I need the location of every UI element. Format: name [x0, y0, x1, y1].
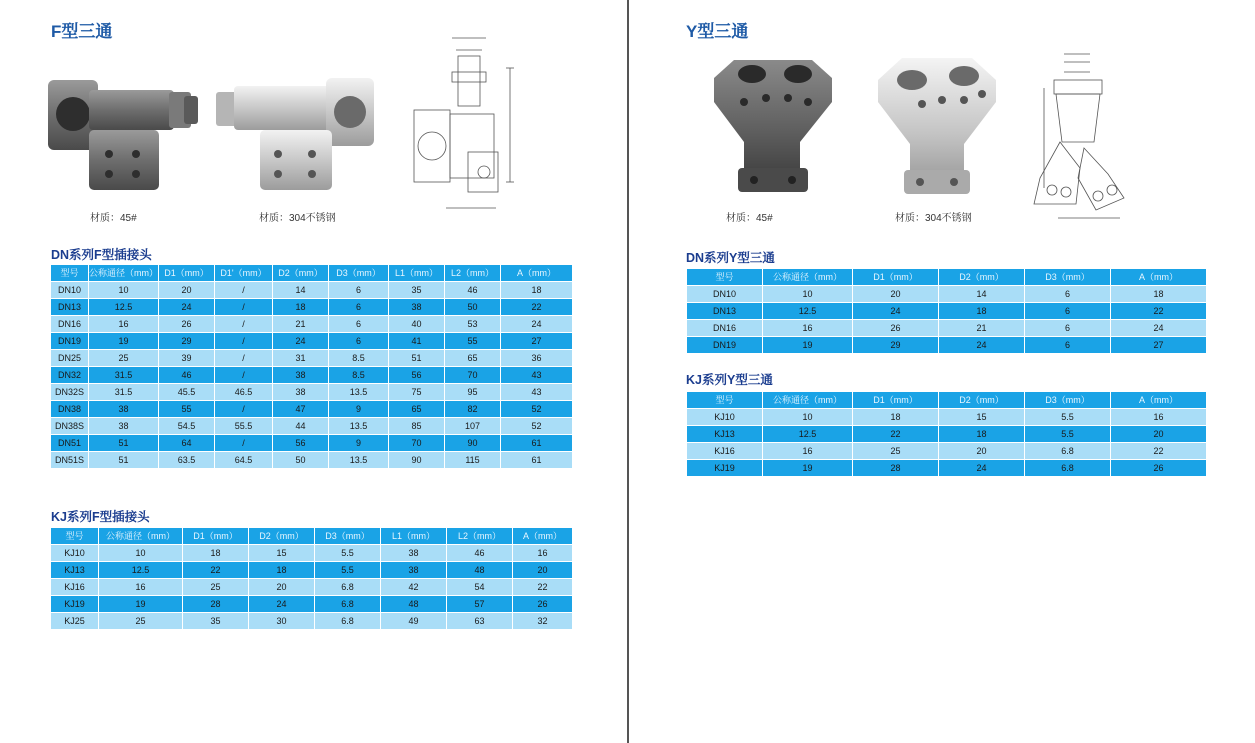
- table-cell: 38: [89, 418, 159, 435]
- table-cell: 12.5: [763, 303, 853, 320]
- table-cell: 56: [273, 435, 329, 452]
- table-cell: 22: [1111, 303, 1207, 320]
- f-tee-stainless-photo: [208, 72, 380, 197]
- f-tee-technical-drawing: [406, 32, 518, 220]
- table-cell: 24: [273, 333, 329, 350]
- column-header: L1（mm）: [381, 528, 447, 545]
- table-cell: 107: [445, 418, 501, 435]
- table-cell: 38: [89, 401, 159, 418]
- table-cell: 48: [447, 562, 513, 579]
- table-cell: 6: [1025, 320, 1111, 337]
- column-header: D1（mm）: [853, 269, 939, 286]
- table-cell: 55: [159, 401, 215, 418]
- table-cell: KJ16: [51, 579, 99, 596]
- f-tee-carbon-caption: 材质：45#: [90, 213, 137, 224]
- table-row: [51, 545, 573, 562]
- table-cell: 48: [381, 596, 447, 613]
- kj-f-table-title: KJ系列F型插接头: [51, 510, 150, 524]
- table-cell: KJ25: [51, 613, 99, 630]
- table-cell: 16: [763, 443, 853, 460]
- column-header: L2（mm）: [445, 265, 501, 282]
- table-cell: 10: [763, 286, 853, 303]
- table-cell: 22: [1111, 443, 1207, 460]
- table-cell: 10: [99, 545, 183, 562]
- table-row: [51, 401, 573, 418]
- column-header: 型号: [687, 392, 763, 409]
- column-header: 型号: [51, 528, 99, 545]
- table-cell: /: [215, 435, 273, 452]
- table-cell: 20: [159, 282, 215, 299]
- table-cell: 6: [329, 333, 389, 350]
- table-cell: DN16: [687, 320, 763, 337]
- table-row: [687, 426, 1207, 443]
- column-header: L1（mm）: [389, 265, 445, 282]
- table-cell: 6: [1025, 286, 1111, 303]
- table-row: [687, 460, 1207, 477]
- table-cell: 10: [89, 282, 159, 299]
- table-cell: 25: [99, 613, 183, 630]
- table-cell: 40: [389, 316, 445, 333]
- table-row: [687, 337, 1207, 354]
- table-row: [51, 596, 573, 613]
- table-cell: 5.5: [315, 562, 381, 579]
- kj-f-spec-table: [50, 527, 573, 630]
- table-cell: 20: [249, 579, 315, 596]
- table-row: [51, 452, 573, 469]
- table-row: [51, 613, 573, 630]
- table-row: [687, 443, 1207, 460]
- table-cell: /: [215, 316, 273, 333]
- table-cell: 18: [1111, 286, 1207, 303]
- table-cell: 26: [1111, 460, 1207, 477]
- table-cell: DN38S: [51, 418, 89, 435]
- column-header: 型号: [51, 265, 89, 282]
- y-tee-stainless-photo: [872, 50, 1002, 200]
- table-cell: KJ13: [51, 562, 99, 579]
- table-cell: 12.5: [89, 299, 159, 316]
- table-row: [687, 303, 1207, 320]
- table-cell: 25: [89, 350, 159, 367]
- table-cell: KJ16: [687, 443, 763, 460]
- table-row: [687, 409, 1207, 426]
- table-cell: DN13: [687, 303, 763, 320]
- table-cell: 31.5: [89, 384, 159, 401]
- table-cell: 25: [853, 443, 939, 460]
- table-cell: 24: [249, 596, 315, 613]
- column-header: A（mm）: [501, 265, 573, 282]
- table-cell: 38: [381, 545, 447, 562]
- table-row: [687, 286, 1207, 303]
- table-cell: 56: [389, 367, 445, 384]
- table-cell: 22: [501, 299, 573, 316]
- table-cell: 38: [273, 367, 329, 384]
- f-tee-stainless-caption: 材质：304不锈钢: [259, 213, 336, 224]
- table-cell: 38: [273, 384, 329, 401]
- table-cell: 10: [763, 409, 853, 426]
- table-cell: 6: [1025, 337, 1111, 354]
- table-cell: 15: [939, 409, 1025, 426]
- column-header: D1'（mm）: [215, 265, 273, 282]
- table-cell: 30: [249, 613, 315, 630]
- table-cell: 46.5: [215, 384, 273, 401]
- table-cell: 24: [159, 299, 215, 316]
- table-cell: 85: [389, 418, 445, 435]
- table-cell: 55: [445, 333, 501, 350]
- column-header: D3（mm）: [315, 528, 381, 545]
- kj-y-spec-table: [686, 391, 1207, 477]
- table-cell: 22: [183, 562, 249, 579]
- y-tee-title: Y型三通: [686, 22, 749, 41]
- table-cell: /: [215, 401, 273, 418]
- table-cell: 39: [159, 350, 215, 367]
- dn-f-table-title: DN系列F型插接头: [51, 248, 152, 262]
- column-header: D3（mm）: [329, 265, 389, 282]
- y-tee-carbon-steel-photo: [708, 50, 836, 200]
- table-row: [51, 282, 573, 299]
- column-header: 公称通径（mm）: [763, 269, 853, 286]
- table-cell: 16: [513, 545, 573, 562]
- table-cell: 14: [273, 282, 329, 299]
- table-cell: KJ10: [51, 545, 99, 562]
- table-cell: 82: [445, 401, 501, 418]
- table-cell: 65: [389, 401, 445, 418]
- table-cell: 95: [445, 384, 501, 401]
- y-tee-technical-drawing: [1024, 48, 1142, 228]
- table-row: [51, 333, 573, 350]
- table-cell: 32: [513, 613, 573, 630]
- column-header: A（mm）: [513, 528, 573, 545]
- table-cell: 46: [159, 367, 215, 384]
- table-cell: 12.5: [763, 426, 853, 443]
- table-cell: 54.5: [159, 418, 215, 435]
- table-cell: DN13: [51, 299, 89, 316]
- table-cell: 20: [939, 443, 1025, 460]
- table-cell: KJ19: [687, 460, 763, 477]
- table-cell: 15: [249, 545, 315, 562]
- table-cell: 38: [389, 299, 445, 316]
- table-cell: 6.8: [315, 579, 381, 596]
- table-cell: 16: [763, 320, 853, 337]
- column-header: D2（mm）: [939, 269, 1025, 286]
- table-cell: 19: [763, 460, 853, 477]
- table-cell: 20: [513, 562, 573, 579]
- table-cell: 70: [389, 435, 445, 452]
- table-cell: 24: [1111, 320, 1207, 337]
- table-cell: 9: [329, 401, 389, 418]
- table-cell: DN19: [51, 333, 89, 350]
- table-cell: 6: [1025, 303, 1111, 320]
- table-cell: 31.5: [89, 367, 159, 384]
- table-cell: 52: [501, 418, 573, 435]
- table-cell: 50: [445, 299, 501, 316]
- table-cell: 43: [501, 384, 573, 401]
- dn-f-spec-table: [50, 264, 573, 469]
- table-cell: DN25: [51, 350, 89, 367]
- column-header: D1（mm）: [853, 392, 939, 409]
- table-cell: 28: [853, 460, 939, 477]
- table-cell: 65: [445, 350, 501, 367]
- column-header: D2（mm）: [939, 392, 1025, 409]
- table-cell: 13.5: [329, 452, 389, 469]
- table-cell: 26: [513, 596, 573, 613]
- table-cell: 21: [273, 316, 329, 333]
- table-cell: 13.5: [329, 384, 389, 401]
- table-cell: 6.8: [315, 613, 381, 630]
- table-cell: 47: [273, 401, 329, 418]
- table-cell: 18: [249, 562, 315, 579]
- table-cell: DN16: [51, 316, 89, 333]
- column-header: A（mm）: [1111, 392, 1207, 409]
- table-cell: 13.5: [329, 418, 389, 435]
- table-cell: 8.5: [329, 350, 389, 367]
- table-cell: 6: [329, 299, 389, 316]
- table-cell: 53: [445, 316, 501, 333]
- table-cell: 41: [389, 333, 445, 350]
- table-row: [51, 299, 573, 316]
- table-cell: 55.5: [215, 418, 273, 435]
- table-cell: 36: [501, 350, 573, 367]
- table-cell: /: [215, 282, 273, 299]
- table-cell: 9: [329, 435, 389, 452]
- table-cell: 18: [853, 409, 939, 426]
- table-cell: 43: [501, 367, 573, 384]
- column-header: L2（mm）: [447, 528, 513, 545]
- table-row: [687, 320, 1207, 337]
- table-cell: 6.8: [1025, 460, 1111, 477]
- table-row: [51, 316, 573, 333]
- column-header: 型号: [687, 269, 763, 286]
- kj-y-table-title: KJ系列Y型三通: [686, 373, 773, 387]
- table-cell: KJ10: [687, 409, 763, 426]
- column-header: D3（mm）: [1025, 269, 1111, 286]
- dn-y-spec-table: [686, 268, 1207, 354]
- table-cell: 64.5: [215, 452, 273, 469]
- table-cell: 51: [89, 435, 159, 452]
- table-cell: 51: [389, 350, 445, 367]
- table-row: [51, 367, 573, 384]
- table-cell: 18: [939, 426, 1025, 443]
- table-cell: 6.8: [315, 596, 381, 613]
- table-cell: DN51: [51, 435, 89, 452]
- table-cell: KJ19: [51, 596, 99, 613]
- table-cell: 51: [89, 452, 159, 469]
- f-tee-carbon-steel-photo: [44, 72, 204, 197]
- column-header: D2（mm）: [249, 528, 315, 545]
- table-cell: 19: [99, 596, 183, 613]
- table-cell: 27: [1111, 337, 1207, 354]
- table-cell: 20: [853, 286, 939, 303]
- table-cell: /: [215, 299, 273, 316]
- table-cell: 28: [183, 596, 249, 613]
- table-cell: 22: [513, 579, 573, 596]
- table-cell: DN32: [51, 367, 89, 384]
- column-header: 公称通径（mm）: [89, 265, 159, 282]
- y-tee-stainless-caption: 材质：304不锈钢: [895, 213, 972, 224]
- table-cell: 90: [445, 435, 501, 452]
- table-cell: 61: [501, 452, 573, 469]
- table-cell: 24: [939, 337, 1025, 354]
- column-header: A（mm）: [1111, 269, 1207, 286]
- column-header: 公称通径（mm）: [763, 392, 853, 409]
- table-cell: 5.5: [1025, 426, 1111, 443]
- table-cell: 5.5: [1025, 409, 1111, 426]
- table-cell: 57: [447, 596, 513, 613]
- table-cell: 24: [939, 460, 1025, 477]
- table-cell: 26: [853, 320, 939, 337]
- table-cell: 14: [939, 286, 1025, 303]
- table-cell: 22: [853, 426, 939, 443]
- table-cell: 35: [389, 282, 445, 299]
- table-cell: 90: [389, 452, 445, 469]
- table-cell: 44: [273, 418, 329, 435]
- table-cell: 31: [273, 350, 329, 367]
- table-cell: 6.8: [1025, 443, 1111, 460]
- column-header: D3（mm）: [1025, 392, 1111, 409]
- table-cell: 115: [445, 452, 501, 469]
- table-cell: 18: [501, 282, 573, 299]
- table-cell: 54: [447, 579, 513, 596]
- table-row: [51, 579, 573, 596]
- table-cell: 21: [939, 320, 1025, 337]
- table-cell: 16: [99, 579, 183, 596]
- table-cell: 46: [445, 282, 501, 299]
- table-cell: 50: [273, 452, 329, 469]
- table-cell: 63.5: [159, 452, 215, 469]
- table-cell: 5.5: [315, 545, 381, 562]
- table-row: [51, 435, 573, 452]
- table-cell: 49: [381, 613, 447, 630]
- table-cell: 24: [853, 303, 939, 320]
- table-cell: DN10: [687, 286, 763, 303]
- table-cell: 70: [445, 367, 501, 384]
- table-cell: 18: [183, 545, 249, 562]
- table-row: [51, 350, 573, 367]
- table-cell: 64: [159, 435, 215, 452]
- table-row: [51, 562, 573, 579]
- column-header: D2（mm）: [273, 265, 329, 282]
- table-cell: 75: [389, 384, 445, 401]
- table-cell: 25: [183, 579, 249, 596]
- table-cell: DN19: [687, 337, 763, 354]
- table-cell: DN51S: [51, 452, 89, 469]
- dn-y-table-title: DN系列Y型三通: [686, 251, 775, 265]
- y-tee-carbon-caption: 材质：45#: [726, 213, 773, 224]
- table-cell: 27: [501, 333, 573, 350]
- column-header: 公称通径（mm）: [99, 528, 183, 545]
- table-cell: 16: [1111, 409, 1207, 426]
- table-row: [51, 418, 573, 435]
- table-cell: 42: [381, 579, 447, 596]
- table-cell: 18: [939, 303, 1025, 320]
- table-cell: 6: [329, 316, 389, 333]
- page-divider: [627, 0, 629, 743]
- table-cell: 52: [501, 401, 573, 418]
- table-cell: 29: [853, 337, 939, 354]
- table-cell: DN32S: [51, 384, 89, 401]
- column-header: D1（mm）: [183, 528, 249, 545]
- table-cell: 18: [273, 299, 329, 316]
- table-cell: 35: [183, 613, 249, 630]
- table-cell: 61: [501, 435, 573, 452]
- table-cell: 20: [1111, 426, 1207, 443]
- table-cell: DN10: [51, 282, 89, 299]
- table-cell: 63: [447, 613, 513, 630]
- table-row: [51, 384, 573, 401]
- table-cell: 38: [381, 562, 447, 579]
- f-tee-title: F型三通: [51, 22, 113, 41]
- table-cell: 6: [329, 282, 389, 299]
- table-cell: KJ13: [687, 426, 763, 443]
- table-cell: 45.5: [159, 384, 215, 401]
- table-cell: 12.5: [99, 562, 183, 579]
- table-cell: /: [215, 333, 273, 350]
- table-cell: /: [215, 350, 273, 367]
- table-cell: 26: [159, 316, 215, 333]
- table-cell: DN38: [51, 401, 89, 418]
- column-header: D1（mm）: [159, 265, 215, 282]
- table-cell: 24: [501, 316, 573, 333]
- table-cell: 8.5: [329, 367, 389, 384]
- table-cell: 19: [763, 337, 853, 354]
- table-cell: /: [215, 367, 273, 384]
- table-cell: 29: [159, 333, 215, 350]
- table-cell: 46: [447, 545, 513, 562]
- table-cell: 16: [89, 316, 159, 333]
- table-cell: 19: [89, 333, 159, 350]
